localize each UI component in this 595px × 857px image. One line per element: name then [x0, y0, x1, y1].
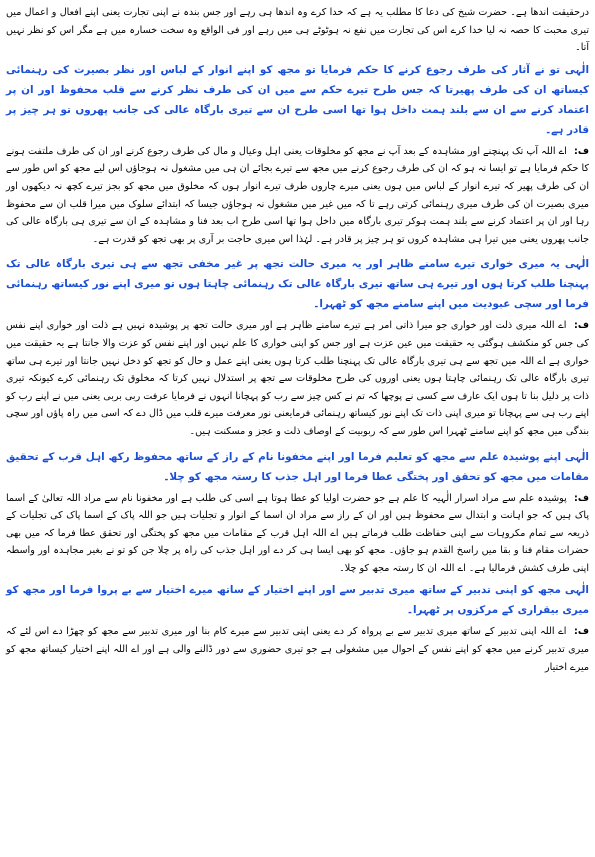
dua-text: الٰہی یہ میری خواری تیرے سامنے ظاہر اور یہ میری حالت تجھ پر غیر مخفی تجھ سے ہی تیری بارگاہ عالی تک پہنچنا طلب کرتا ہوں اور تیرے ہی ساتھ تیری بارگاہ عالی تک رہنمائی چاہتا ہوں تو میری اپنے نور کیساتھ رہنمائی فرما اور سچی عبودیت میں اپنے سامنے مجھ کو ٹھہرا۔ — [6, 258, 589, 311]
commentary-label: ف: — [574, 145, 589, 157]
dua-paragraph — [6, 580, 589, 620]
body-paragraph — [6, 623, 589, 676]
dua-paragraph — [6, 60, 589, 140]
paragraph-text: پوشیدہ علم سے مراد اسرار الٰہیہ کا علم ہے جو حضرت اولیا کو عطا ہوتا ہے اسی کی طلب ہے اور مخفونا نام سے مراد اللہ تعالیٰ کے اسما پاک ہیں کہ جو اہانت و ابتدال سے محفوظ ہیں اور ان کے راز سے مراد ان اسما کے انوار و تجلیات ہیں جو اللہ پاک کے اسما پاک کی تجلیات کے ذریعہ سے تمام مکروہات سے اپنی حفاظت طلب فرماتے ہیں اے اللہ اہل قرب کے مقامات میں مجھ کو پختگی اور تحقق عطا فرما کہ میں بھی حضرات مقام فنا و بقا میں راسخ القدم ہو جاؤں۔ مجھ کو بھی ایسا ہی کر دے اور اہل جذب کی راہ پر چلا جن کو تو نے بغیر مجاہدہ اور واسطہ اپنی طرف کشش فرمالیا ہے۔ اے اللہ ان کا رستہ مجھ کو چلا۔ — [6, 492, 589, 574]
commentary-label: ف: — [574, 320, 589, 332]
paragraph-text: درحقیقت اندھا ہے۔ حضرت شیخ کی دعا کا مطلب یہ ہے کہ خدا کرے وہ اندھا ہی رہے اور جس بندہ نے اپنی تجارت یعنی اپنے افعال و اعمال میں تیری محبت کا حصہ نہ لیا خدا کرے اس کی تجارت میں نفع نہ ہوٹوٹے ہی میں رہے اور فی الواقع وہ سخت خسارہ میں ہے مگر اس کو نظر نہیں آتا۔ — [6, 7, 589, 54]
commentary-label: ف: — [574, 492, 589, 504]
paragraph-text: اے اللہ اپنی تدبیر کے ساتھ میری تدبیر سے بے پرواہ کر دے یعنی اپنی تدبیر سے میرے کام بنا اور میری تدبیر سے مجھ کو چھڑا دے اس لئے کہ میری تدبیر کرنے میں مجھ کو اپنے نفس کے احوال میں مشغولی ہے جو تیری حضوری سے دور ڈالنے والی ہے اور اے اللہ اپنے اختیار کیساتھ مجھ کو میرے اختیار — [6, 626, 589, 673]
dua-paragraph — [6, 254, 589, 314]
body-paragraph — [6, 490, 589, 578]
body-paragraph — [6, 143, 589, 249]
paragraph-text: اے اللہ میری ذلت اور خواری جو میرا ذاتی امر ہے تیرے سامنے ظاہر ہے اور میری حالت تجھ پر پوشیدہ نہیں ہے ذلت اور خواری اپنے نفس کی جس کو منکشف ہوگئی یہ حقیقت میں عین عزت ہے اور جس کو اپنی خواری کا علم نہیں اور اپنے نفس کو عزت والا جانتا ہے یہ حقیقت میں خواری ہے اے اللہ میں تجھ سے ہی تیری بارگاہ عالی تک پہنچنا طلب کرتا ہوں یعنی اپنے عمل و حال کو تجھ کو دخل نہیں جانتا اور تیرے ہی ساتھ تیری بارگاہ عالی تک رہنمائی چاہتا ہوں یعنی اوروں کی طرح مخلوقات سے تجھ پر استدلال نہیں کرتا کہ مخلوق تک رہنمائی کرے کیونکہ تیری ذات پر دلیل بنا تا ہوں ایک عارف سے کسی نے پوچھا کہ تم نے کس چیز سے رب کو پہچانا انہوں نے فرمایا عرفت ربی بربی یعنی میں نے اپنے رب کو اپنے رب ہی سے پہچانا تو میری اپنی ذات تک اپنے نور کیساتھ رہنمائی فرمایعنی نور معرفت میرے قلب میں ڈال دے کہ اسی میں راہ پاؤں اور سچی بندگی میں مجھ کو اپنے سامنے ٹھہرا اس طور سے کہ ربوبیت کے اوصاف ذلت و عجز و مسکنت ہیں۔ — [6, 320, 589, 437]
paragraph-text: اے اللہ آپ تک پہنچنے اور مشاہدہ کے بعد آپ نے مجھ کو مخلوقات یعنی اہل وعیال و مال کی طرف رجوع کرنے اور ان کی طرف ملتفت ہونے کا حکم فرمایا ہے تو ایسا نہ ہو کہ ان کی طرف رجوع کرنے میں مجھ سے تیرے بجائے ان ہی میں مشغول نہ ہوجاؤں اس لیے مجھ کو اس طور سے ان کی طرف پھیر کہ تیرے انوار کے لباس میں ہوں یعنی میرے چاروں طرف تیرے انوار ہوں کہ مخلوق میں مجھ کو بجز تیرے کچھ نہ دیکھوں اور میری بصیرت ان کی طرف میری رہنمائی کرتی رہے تا کہ میں غیر میں مشغول نہ ہوجاؤں جیسا کہ ابتدائے سلوک میں میرا قلب ان سے محفوظ رہا اور ان پر اعتماد کرنے سے بلند ہمت ہوکر تیری بارگاہ میں داخل ہوا تھا اسی طرح اب بعد فنا و مشاہدہ کے ان سے تیری ہی بارگاہ عالی کی جانب پھروں یعنی میں تیرا ہی مشاہدہ کروں تو ہر چیز پر قادر ہے۔ لہٰذا اس میری حاجت بر آری پر بھی تجھ کو قدرت ہے۔ — [6, 145, 589, 245]
dua-paragraph — [6, 447, 589, 487]
body-paragraph — [6, 4, 589, 57]
dua-text: الٰہی تو نے آثار کی طرف رجوع کرنے کا حکم فرمایا تو مجھ کو اپنے انوار کے لباس اور نظر بصیرت کی رہنمائی کیساتھ ان کی طرف پھیرتا کہ جس طرح تیرے حکم سے میں ان کی طرف نظر کرنے سے قلب محفوظ اور ان پر اعتماد کرنے سے ان سے بلند ہمت داخل ہوا تھا اسی طرح ان سے تیری بارگاہ عالی کی جانب پھروں تو ہر چیز پر قادر ہے۔ — [6, 63, 589, 136]
dua-text: الٰہی اپنے پوشیدہ علم سے مجھ کو تعلیم فرما اور اپنے مخفونا نام کے راز کے ساتھ محفوظ رکھ اہل قرب کے تحقیق مقامات میں مجھ کو تحقق اور پختگی عطا فرما اور اہل جذب کا رستہ مجھ کو چلا۔ — [6, 450, 589, 483]
commentary-label: ف: — [574, 626, 589, 638]
body-paragraph — [6, 317, 589, 440]
dua-text: الٰہی مجھ کو اپنی تدبیر کے ساتھ میری تدبیر سے اور اپنے اختیار کے ساتھ میرے اختیار سے بے پروا فرما اور مجھ کو میری بیقراری کے مرکزوں پر ٹھہرا۔ — [6, 584, 589, 617]
